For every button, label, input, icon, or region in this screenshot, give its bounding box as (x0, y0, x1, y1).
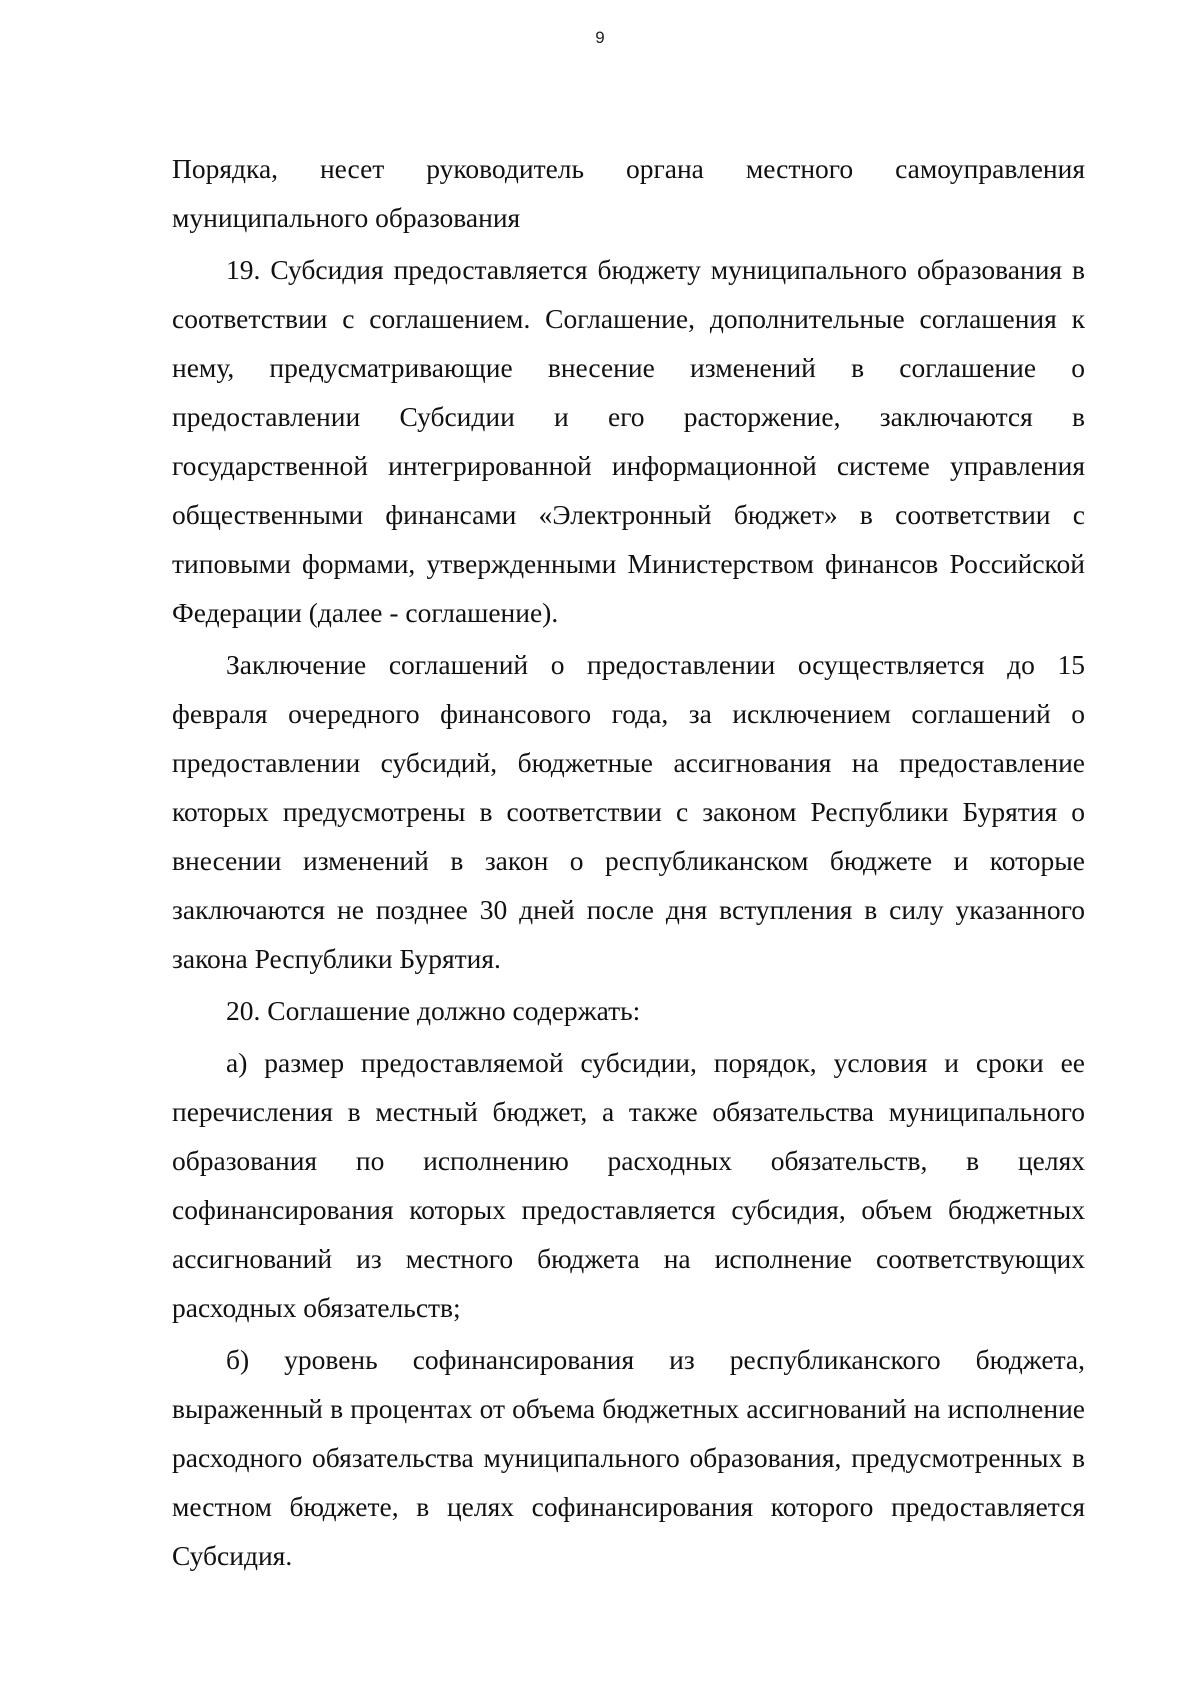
paragraph-clause-19: 19. Субсидия предоставляется бюджету муниципального образования в соответствии с соглашением. Соглашение, дополнительные соглашения к нему, предусматривающие внесение изменений в соглашение о предоставлении Субсидии и его расторжение, заключаются в государственной интегрированной информационной системе управления общественными финансами «Электронный бюджет» в соответствии с типовыми формами, утвержденными Министерством финансов Российской Федерации (далее - соглашение). (172, 254, 1085, 628)
page-number: 9 (595, 28, 605, 47)
document-body (172, 144, 1085, 1583)
paragraph-clause-20: 20. Соглашение должно содержать: (226, 995, 641, 1026)
paragraph-item-b: б) уровень софинансирования из республиканского бюджета, выраженный в процентах от объема бюджетных ассигнований на исполнение расходного обязательства муниципального образования, предусмотренных в местном бюджете, в целях софинансирования которого предоставляется Субсидия. (172, 1344, 1085, 1571)
paragraph-item-a: а) размер предоставляемой субсидии, порядок, условия и сроки ее перечисления в местный бюджет, а также обязательства муниципального образования по исполнению расходных обязательств, в целях софинансирования которых предоставляется субсидия, объем бюджетных ассигнований из местного бюджета на исполнение соответствующих расходных обязательств; (172, 1047, 1085, 1323)
paragraph-agreement-deadline: Заключение соглашений о предоставлении осуществляется до 15 февраля очередного финансового года, за исключением соглашений о предоставлении субсидий, бюджетные ассигнования на предоставление которых предусмотрены в соответствии с законом Республики Бурятия о внесении изменений в закон о республиканском бюджете и которые заключаются не позднее 30 дней после дня вступления в силу указанного закона Республики Бурятия. (172, 649, 1085, 974)
paragraph-continuation: Порядка, несет руководитель органа местного самоуправления муниципального образования (172, 153, 1085, 233)
